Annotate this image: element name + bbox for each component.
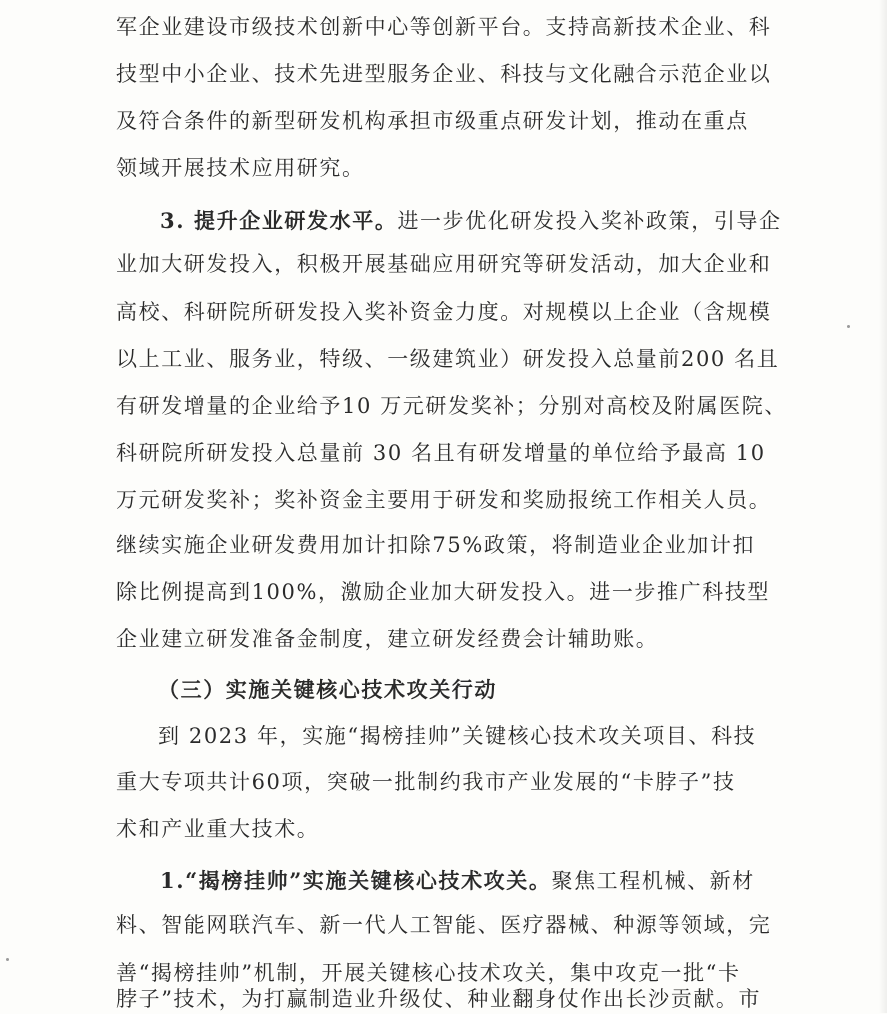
text-run: 料、智能网联汽车、新一代人工智能、医疗器械、种源等领域，完 (116, 913, 772, 937)
text-line (116, 485, 771, 515)
text-line (116, 438, 766, 468)
text-run: 万元研发奖补；奖补资金主要用于研发和奖励报统工作相关人员。 (116, 488, 772, 512)
text-line (116, 249, 771, 279)
text-line (116, 344, 779, 374)
text-line (116, 910, 771, 940)
scan-edge-shadow (879, 0, 887, 1013)
text-line (116, 814, 319, 844)
text-run: 聚焦工程机械、新材 (551, 869, 755, 893)
text-run: 业加大研发投入，积极开展基础应用研究等研发活动，加大企业和 (116, 252, 772, 276)
text-run: 以上工业、服务业，特级、一级建筑业）研发投入总量前200 名且 (116, 347, 780, 371)
text-run: 军企业建设市级技术创新中心等创新平台。支持高新技术企业、科 (116, 15, 772, 39)
text-line (116, 153, 365, 183)
text-run: 继续实施企业研发费用加计扣除75%政策，将制造业企业加计扣 (116, 533, 756, 557)
text-line (160, 866, 755, 896)
text-run: 重大专项共计60项，突破一批制约我市产业发展的“卡脖子”技 (116, 770, 736, 794)
text-line (116, 530, 755, 560)
text-run: 及符合条件的新型研发机构承担市级重点研发计划，推动在重点 (116, 109, 749, 133)
text-line (116, 984, 761, 1014)
text-run: 到 2023 年，实施“揭榜挂帅”关键核心技术攻关项目、科技 (158, 724, 757, 748)
scan-speck (6, 958, 9, 961)
text-line (158, 721, 756, 751)
text-run: 除比例提高到100%，激励企业加大研发投入。进一步推广科技型 (116, 580, 771, 604)
bold-heading-run: 1.“揭榜挂帅”实施关键核心技术攻关。 (160, 868, 552, 893)
text-line (116, 624, 658, 654)
text-line (116, 391, 787, 421)
text-line (116, 106, 749, 136)
text-run: 脖子”技术，为打赢制造业升级仗、种业翻身仗作出长沙贡献。市 (116, 987, 762, 1011)
scan-speck (847, 325, 850, 328)
text-run: 善“揭榜挂帅”机制，开展关键核心技术攻关，集中攻克一批“卡 (116, 961, 741, 985)
text-line (116, 577, 770, 607)
text-run: 科研院所研发投入总量前 30 名且有研发增量的单位给予最高 10 (116, 441, 766, 465)
text-run: 高校、科研院所研发投入奖补资金力度。对规模以上企业（含规模 (116, 300, 772, 324)
text-line (160, 206, 782, 236)
text-line (158, 675, 497, 705)
text-line (116, 767, 736, 797)
text-run: 企业建立研发准备金制度，建立研发经费会计辅助账。 (116, 627, 659, 651)
text-line (116, 12, 771, 42)
text-run: 领域开展技术应用研究。 (116, 156, 365, 180)
text-run: 术和产业重大技术。 (116, 817, 320, 841)
text-run: 进一步优化研发投入奖补政策，引导企 (397, 209, 782, 233)
bold-heading-run: （三）实施关键核心技术攻关行动 (158, 677, 497, 702)
bold-heading-run: 3. 提升企业研发水平。 (160, 208, 398, 233)
text-run: 有研发增量的企业给予10 万元研发奖补；分别对高校及附属医院、 (116, 394, 787, 418)
text-run: 技型中小企业、技术先进型服务企业、科技与文化融合示范企业以 (116, 62, 772, 86)
text-line (116, 59, 771, 89)
text-line (116, 297, 771, 327)
